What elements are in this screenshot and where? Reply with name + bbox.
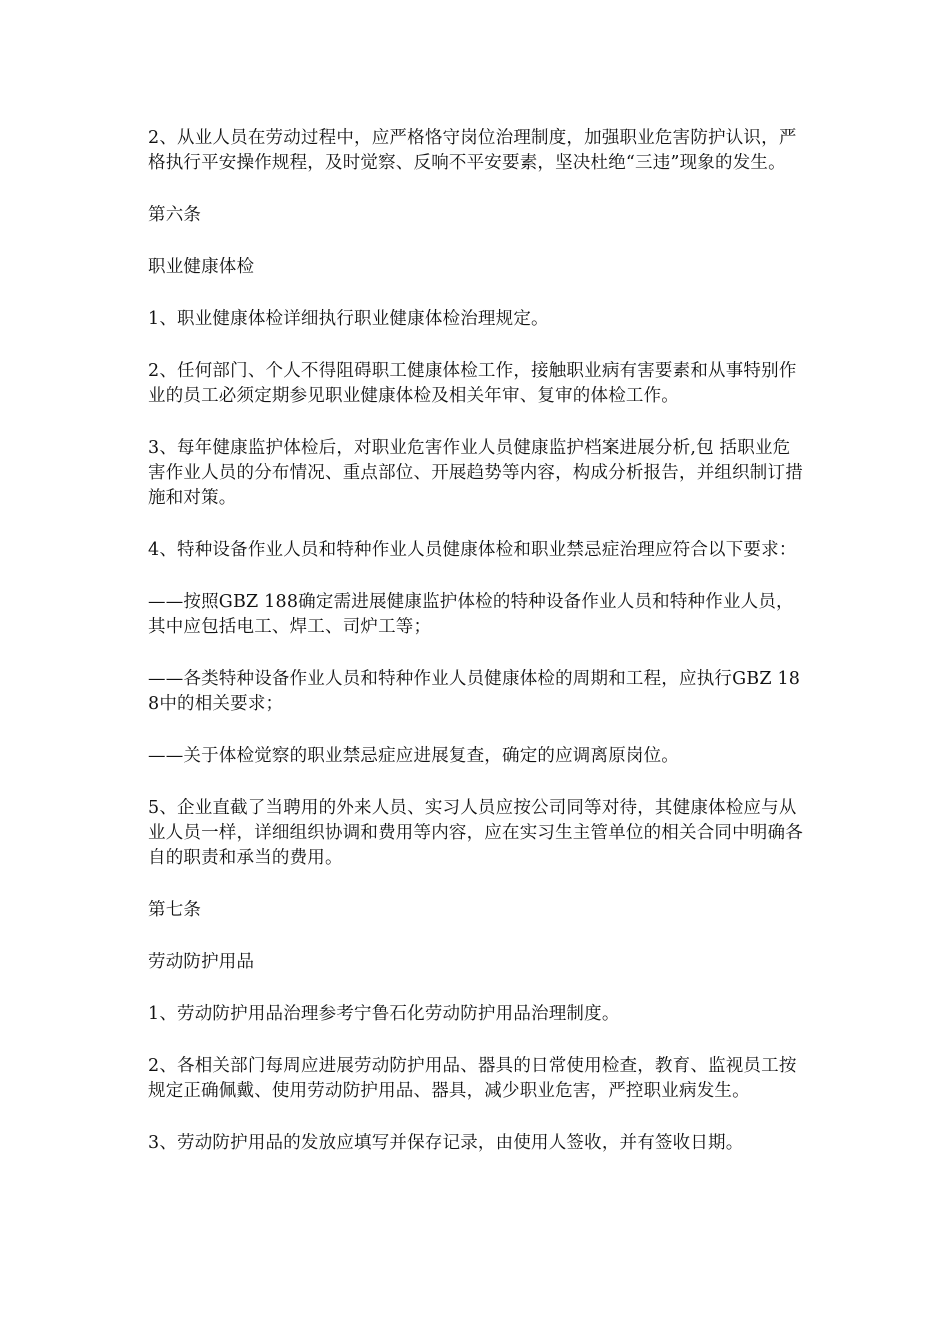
paragraph-health-exam-5: 5、企业直截了当聘用的外来人员、实习人员应按公司同等对待，其健康体检应与从业人员一样，详细组织协调和费用等内容，应在实习生主管单位的相关合同中明确各自的职责和承当的费用。 bbox=[148, 798, 803, 868]
paragraph-ppe-3: 3、劳动防护用品的发放应填写并保存记录，由使用人签收，并有签收日期。 bbox=[148, 1133, 744, 1153]
dash-item-gbz-period: ——各类特种设备作业人员和特种作业人员健康体检的周期和工程，应执行GBZ 188中的相关要求； bbox=[148, 669, 801, 714]
paragraph-health-exam-3: 3、每年健康监护体检后，对职业危害作业人员健康监护档案进展分析,包 括职业危害作业人员的分布情况、重点部位、开展趋势等内容，构成分析报告，并组织制订措施和对策。 bbox=[148, 438, 803, 508]
paragraph-health-exam-1: 1、职业健康体检详细执行职业健康体检治理规定。 bbox=[148, 309, 549, 329]
dash-item-gbz-scope: ——按照GBZ 188确定需进展健康监护体检的特种设备作业人员和特种作业人员，其中应包括电工、焊工、司炉工等； bbox=[148, 592, 794, 637]
article-seven-heading: 第七条 bbox=[148, 900, 202, 920]
paragraph-ppe-1: 1、劳动防护用品治理参考宁鲁石化劳动防护用品治理制度。 bbox=[148, 1004, 620, 1024]
section-title-health-exam: 职业健康体检 bbox=[148, 257, 255, 277]
article-six-heading: 第六条 bbox=[148, 205, 202, 225]
document-body bbox=[148, 126, 808, 1183]
paragraph-item-2: 2、从业人员在劳动过程中，应严格恪守岗位治理制度，加强职业危害防护认识，严格执行平安操作规程，及时觉察、反响不平安要素，坚决杜绝“三违”现象的发生。 bbox=[148, 128, 797, 173]
section-title-ppe: 劳动防护用品 bbox=[148, 952, 255, 972]
paragraph-health-exam-2: 2、任何部门、个人不得阻碍职工健康体检工作，接触职业病有害要素和从事特别作业的员工必须定期参见职业健康体检及相关年审、复审的体检工作。 bbox=[148, 361, 797, 406]
paragraph-ppe-2: 2、各相关部门每周应进展劳动防护用品、器具的日常使用检查，教育、监视员工按规定正确佩戴、使用劳动防护用品、器具，减少职业危害，严控职业病发生。 bbox=[148, 1056, 797, 1101]
dash-item-recheck: ——关于体检觉察的职业禁忌症应进展复查，确定的应调离原岗位。 bbox=[148, 746, 679, 766]
paragraph-health-exam-4: 4、特种设备作业人员和特种作业人员健康体检和职业禁忌症治理应符合以下要求： bbox=[148, 540, 797, 560]
